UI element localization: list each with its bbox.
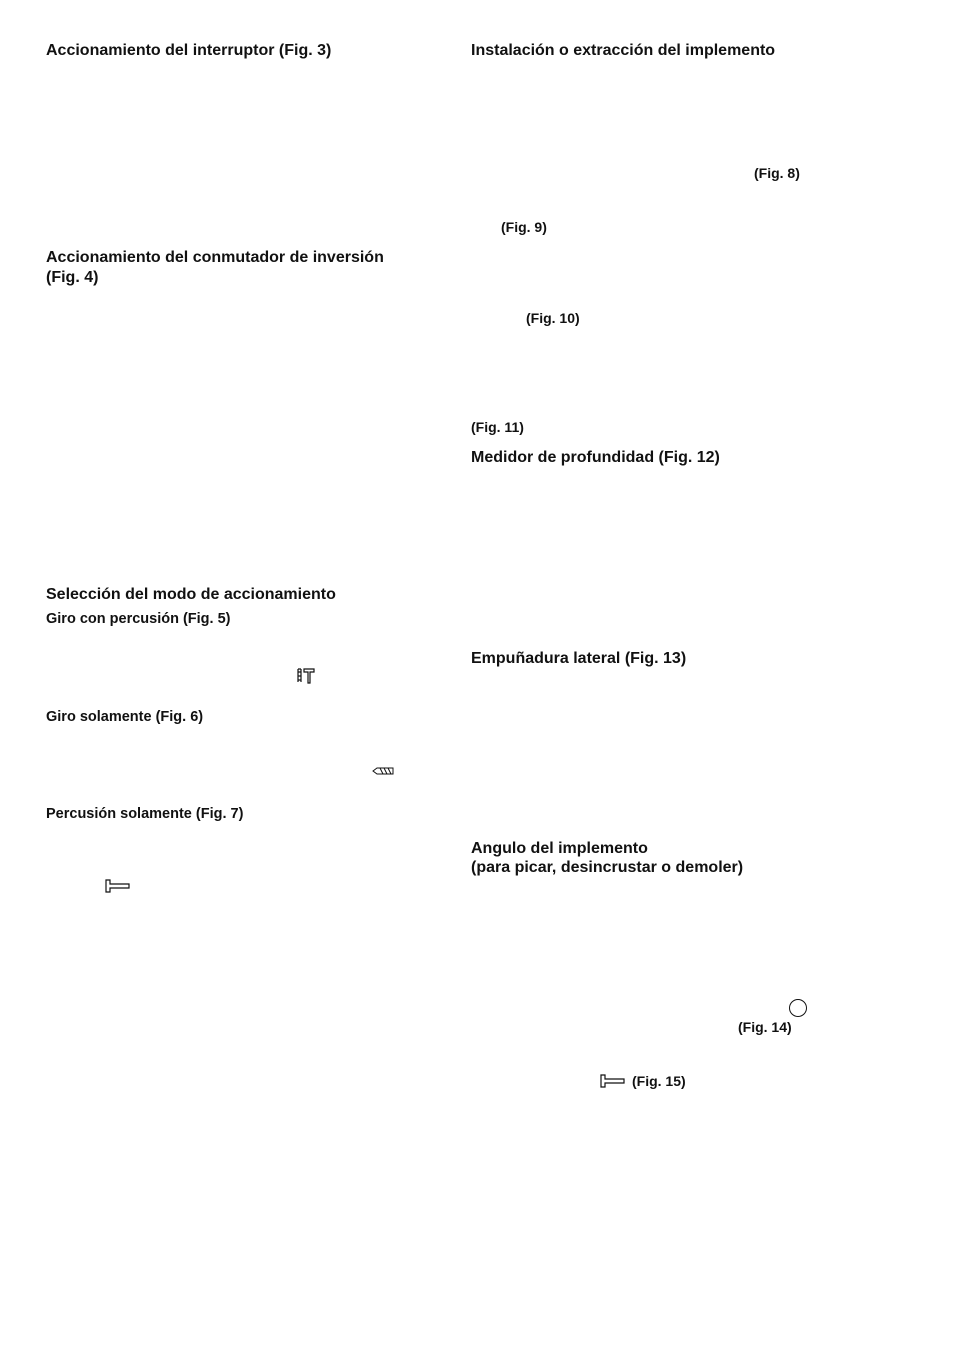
subheading-rotation-only: Giro solamente (Fig. 6) bbox=[46, 709, 204, 725]
drill-hammer-icon bbox=[296, 667, 316, 685]
heading-bit-installation: Instalación o extracción del implemento bbox=[471, 42, 776, 59]
heading-reversing-switch-fig: (Fig. 4) bbox=[46, 269, 99, 286]
heading-bit-angle-sub: (para picar, desincrustar o demoler) bbox=[471, 859, 744, 876]
hammer-icon bbox=[104, 878, 130, 894]
fig-14-label: (Fig. 14) bbox=[738, 1019, 792, 1035]
hammer-icon bbox=[599, 1073, 625, 1089]
heading-bit-angle: Angulo del implemento bbox=[471, 840, 648, 857]
fig-11-label: (Fig. 11) bbox=[471, 419, 524, 435]
circle-icon bbox=[788, 998, 808, 1018]
heading-depth-gauge: Medidor de profundidad (Fig. 12) bbox=[471, 449, 720, 466]
heading-switch-action: Accionamiento del interruptor (Fig. 3) bbox=[46, 42, 332, 59]
heading-side-grip: Empuñadura lateral (Fig. 13) bbox=[471, 650, 687, 667]
heading-mode-selection: Selección del modo de accionamiento bbox=[46, 586, 336, 603]
fig-8-label: (Fig. 8) bbox=[754, 165, 800, 181]
subheading-hammering-only: Percusión solamente (Fig. 7) bbox=[46, 806, 244, 822]
subheading-rotation-hammering: Giro con percusión (Fig. 5) bbox=[46, 611, 231, 627]
fig-10-label: (Fig. 10) bbox=[526, 310, 580, 326]
fig-15-label: (Fig. 15) bbox=[632, 1073, 686, 1089]
fig-9-label: (Fig. 9) bbox=[501, 219, 547, 235]
heading-reversing-switch: Accionamiento del conmutador de inversión bbox=[46, 249, 384, 266]
drill-bit-icon bbox=[372, 766, 394, 776]
